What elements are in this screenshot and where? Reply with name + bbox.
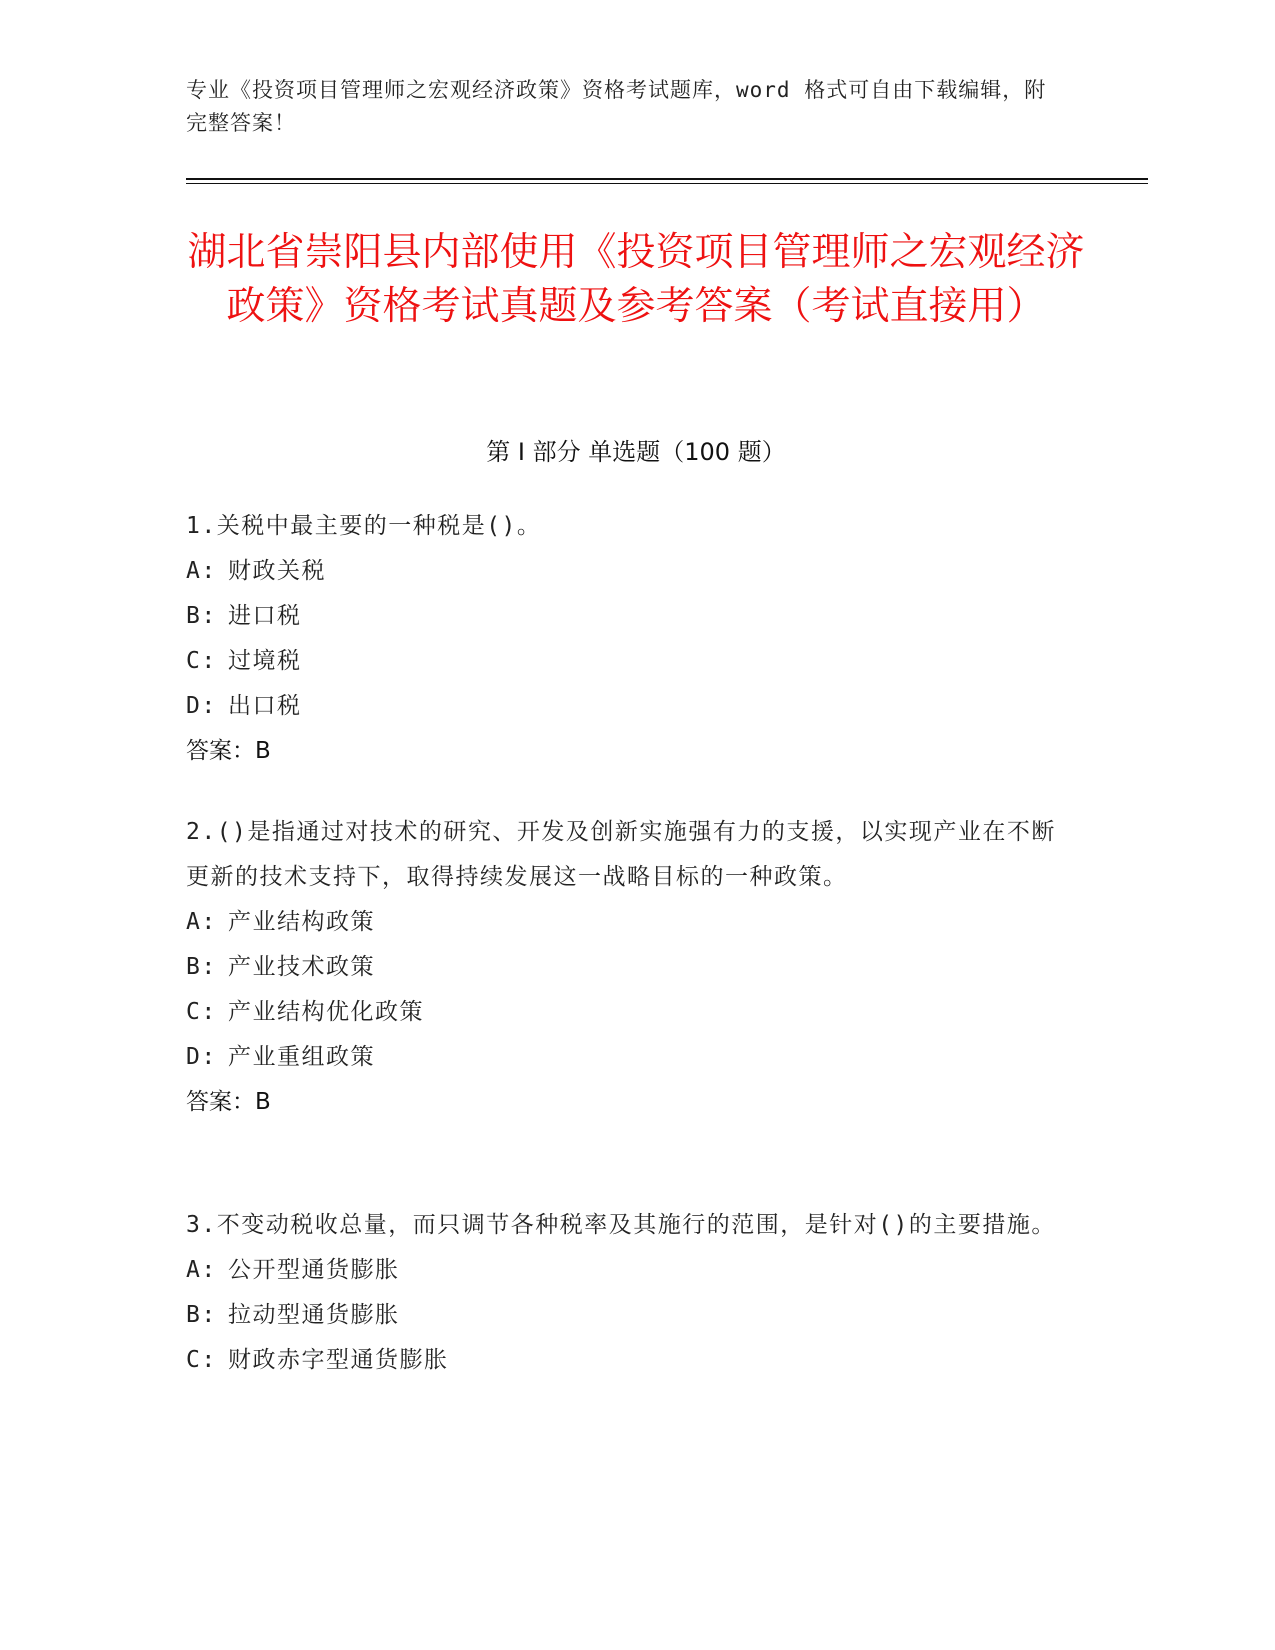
option-a xyxy=(186,549,1066,594)
option-text: 产业结构优化政策 xyxy=(228,999,424,1025)
question-2 xyxy=(186,810,1066,1125)
option-letter: A: xyxy=(186,909,217,935)
question-3 xyxy=(186,1203,1066,1383)
option-letter: A: xyxy=(186,558,217,584)
option-d xyxy=(186,684,1066,729)
option-text: 拉动型通货膨胀 xyxy=(228,1302,400,1328)
option-letter: D: xyxy=(186,693,217,719)
question-stem: 2.()是指通过对技术的研究、开发及创新实施强有力的支援，以实现产业在不断更新的技术支持下，取得持续发展这一战略目标的一种政策。 xyxy=(186,819,1056,890)
option-b xyxy=(186,1293,1066,1338)
question-stem: 1.关税中最主要的一种税是()。 xyxy=(186,513,542,539)
header-rule-thick xyxy=(186,178,1148,180)
option-letter: D: xyxy=(186,1044,217,1070)
option-text: 财政赤字型通货膨胀 xyxy=(228,1347,449,1373)
option-a xyxy=(186,900,1066,945)
option-letter: A: xyxy=(186,1257,217,1283)
option-text: 出口税 xyxy=(228,693,302,719)
option-a xyxy=(186,1248,1066,1293)
option-text: 产业技术政策 xyxy=(228,954,375,980)
option-text: 过境税 xyxy=(228,648,302,674)
option-b xyxy=(186,594,1066,639)
option-text: 进口税 xyxy=(228,603,302,629)
answer: 答案：B xyxy=(186,738,271,764)
document-title: 湖北省崇阳县内部使用《投资项目管理师之宏观经济政策》资格考试真题及参考答案（考试直接用） xyxy=(187,230,1085,329)
header-note: 专业《投资项目管理师之宏观经济政策》资格考试题库，word 格式可自由下载编辑，附完整答案！ xyxy=(186,78,1047,135)
option-d xyxy=(186,1035,1066,1080)
answer: 答案：B xyxy=(186,1089,271,1115)
option-text: 产业结构政策 xyxy=(228,909,375,935)
option-letter: B: xyxy=(186,603,217,629)
section-title: 第 I 部分 单选题（100 题） xyxy=(486,438,786,466)
header-rule-thin xyxy=(186,183,1148,184)
option-letter: C: xyxy=(186,648,217,674)
option-letter: B: xyxy=(186,954,217,980)
option-c xyxy=(186,990,1066,1035)
option-letter: C: xyxy=(186,999,217,1025)
option-b xyxy=(186,945,1066,990)
option-text: 公开型通货膨胀 xyxy=(228,1257,400,1283)
option-text: 财政关税 xyxy=(228,558,326,584)
option-letter: B: xyxy=(186,1302,217,1328)
option-letter: C: xyxy=(186,1347,217,1373)
option-text: 产业重组政策 xyxy=(228,1044,375,1070)
question-stem: 3.不变动税收总量，而只调节各种税率及其施行的范围，是针对()的主要措施。 xyxy=(186,1212,1056,1238)
option-c xyxy=(186,1338,1066,1383)
option-c xyxy=(186,639,1066,684)
question-1 xyxy=(186,504,1066,774)
